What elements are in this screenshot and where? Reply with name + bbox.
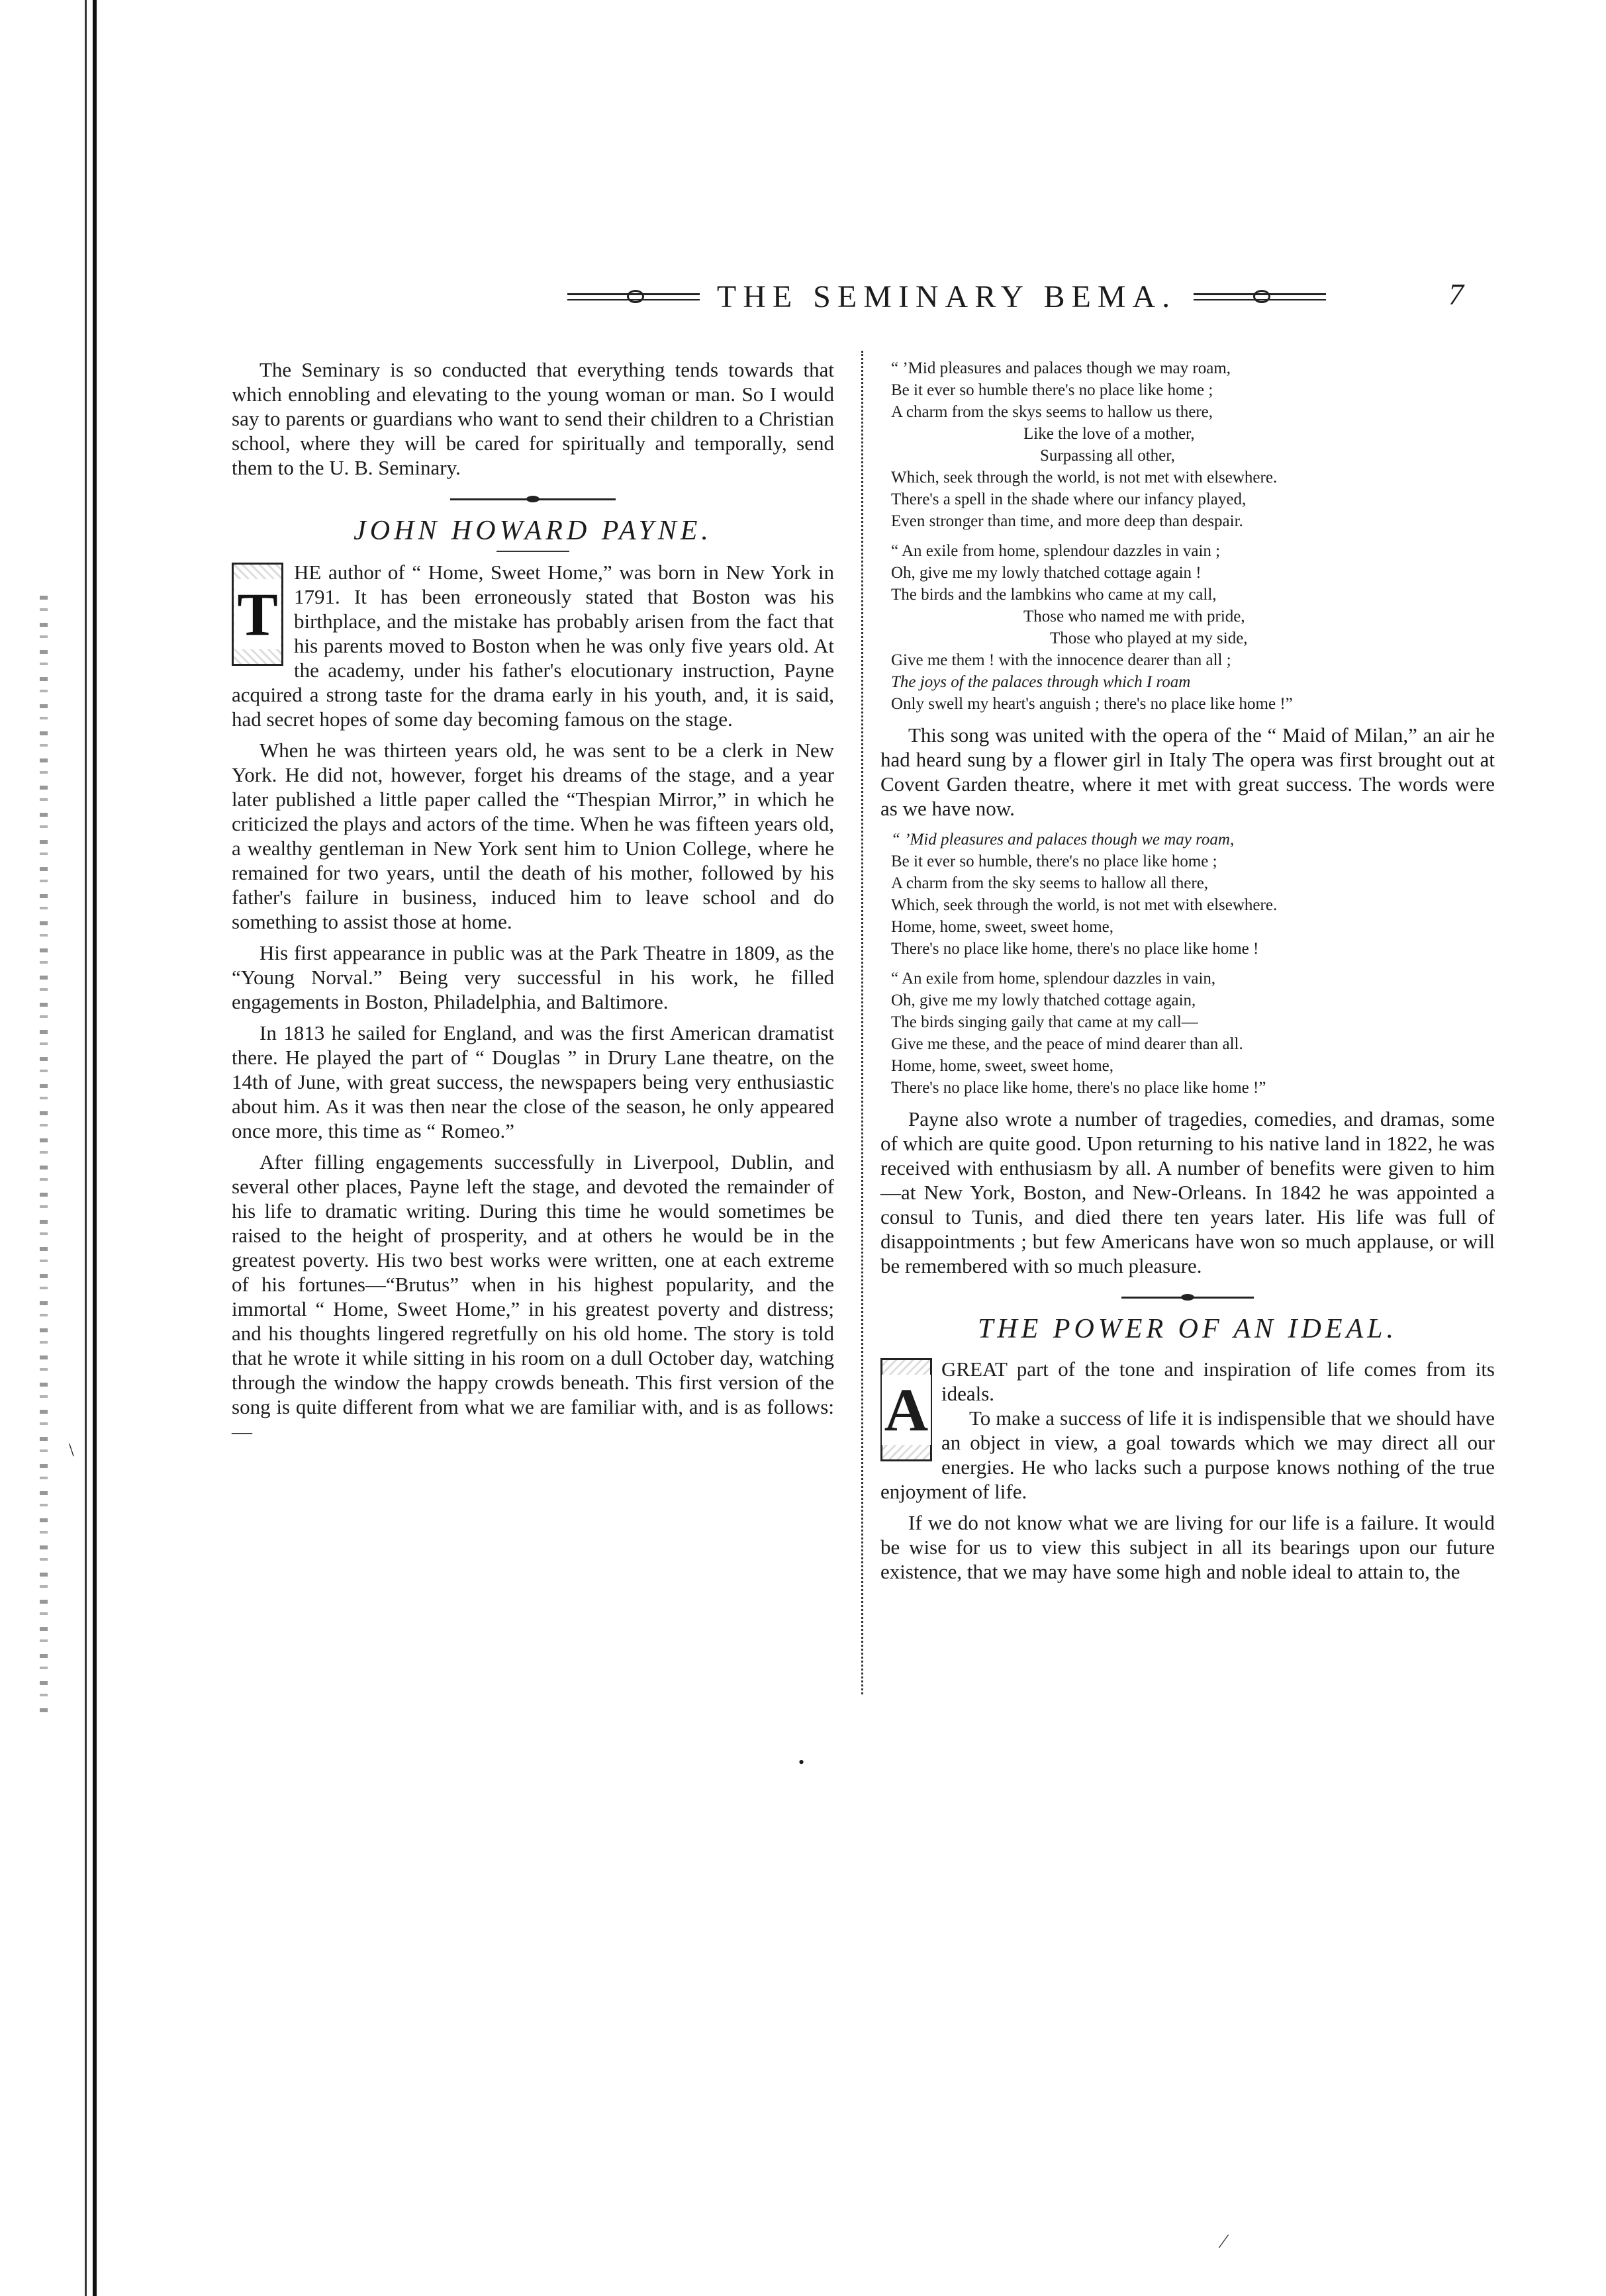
payne-article-body <box>232 560 834 1444</box>
poem-line: The birds and the lambkins who came at my call, <box>891 586 1217 604</box>
poem-line: Those who named me with pride, <box>1023 608 1245 625</box>
poem-first-version-stanza-2 <box>891 540 1495 715</box>
payne-paragraph-4: In 1813 he sailed for England, and was the first American dramatist there. He played the part of “ Douglas ” in Drury Lane theatre, on the 14th of June, with great success, the newspapers being very enthusiastic about him. As it was then near the close of the season, he only appeared once more, this time as “ Romeo.” <box>232 1021 834 1142</box>
poem-line: Which, seek through the world, is not met with elsewhere. <box>891 896 1278 914</box>
poem-line: “ An exile from home, splendour dazzles in vain, <box>891 970 1216 987</box>
article-title-ideal: THE POWER OF AN IDEAL. <box>977 1314 1397 1344</box>
ideal-article-body <box>880 1357 1495 1584</box>
poem-line: Home, home, sweet, sweet home, <box>891 918 1114 936</box>
poem-line: A charm from the sky seems to hallow all there, <box>891 874 1209 892</box>
ideal-paragraph-1: GREAT part of the tone and inspiration of life comes from its ideals. <box>941 1357 1495 1405</box>
poem-line: Give me them ! with the innocence dearer than all ; <box>891 651 1231 669</box>
poem-line: Which, seek through the world, is not met with elsewhere. <box>891 469 1278 486</box>
ideal-paragraph-2: To make a success of life it is indispensible that we should have an object in view, a goal towards which we may direct all our energies. He who lacks such a purpose knows nothing of the true enjoyment of life. <box>880 1406 1495 1503</box>
payne-paragraph-1: HE author of “ Home, Sweet Home,” was born in New York in 1791. It has been erroneously stated that Boston was his birthplace, and the mistake has probably arisen from the fact that his parents moved to Boston when he was only five years old. At the academy, under his father's elocutionary instruction, Payne acquired a strong taste for the drama early in his youth, and, it is said, had secret hopes of some day becoming famous on the stage. <box>232 561 834 731</box>
payne-paragraph-3: His first appearance in public was at the Park Theatre in 1809, as the “Young Norval.” Being very successful in his work, he filled engagements in Boston, Philadelphia, and Baltimore. <box>232 941 834 1013</box>
poem-line: There's no place like home, there's no place like home !” <box>891 1079 1266 1097</box>
poem-line: Even stronger than time, and more deep than despair. <box>891 512 1243 530</box>
poem-line: Oh, give me my lowly thatched cottage again, <box>891 991 1196 1009</box>
poem-line: Those who played at my side, <box>1050 629 1248 647</box>
header-flourish-right <box>1194 293 1326 300</box>
margin-mark: \ <box>69 1440 74 1461</box>
poem-line: A charm from the skys seems to hallow us there, <box>891 403 1213 421</box>
page-number: 7 <box>1448 277 1464 311</box>
poem-line: The joys of the palaces through which I roam <box>891 673 1191 691</box>
maid-of-milan-paragraph: This song was united with the opera of the “ Maid of Milan,” an air he had heard sung by a flower girl in Italy The opera was first brought out at Covent Garden theatre, where it met with great success. The words were as we have now. <box>880 723 1495 820</box>
page-header <box>450 277 1443 316</box>
left-column <box>232 357 834 1444</box>
page-edge-shadow <box>85 0 87 2296</box>
poem-line: Home, home, sweet, sweet home, <box>891 1057 1114 1075</box>
scan-noise <box>40 596 48 1721</box>
ornamental-drop-cap: A <box>880 1358 932 1461</box>
poem-line: Only swell my heart's anguish ; there's no place like home !” <box>891 695 1293 713</box>
ornamental-drop-cap: T <box>232 563 283 666</box>
poem-line: Give me these, and the peace of mind dearer than all. <box>891 1035 1243 1053</box>
ideal-paragraph-3: If we do not know what we are living for our life is a failure. It would be wise for us to view this subject in all its bearings upon our future existence, that we may have some high and noble ideal to attain to, the <box>880 1511 1495 1583</box>
poem-current-version-stanza-1 <box>891 829 1495 960</box>
article-title-payne: JOHN HOWARD PAYNE. <box>354 516 712 546</box>
poem-line: There's no place like home, there's no place like home ! <box>891 940 1259 958</box>
payne-closing-paragraph: Payne also wrote a number of tragedies, comedies, and dramas, some of which are quite good. Upon returning to his native land in 1822, he was received with enthusiasm by all. A number of benefits were given to him—at New York, Boston, and New-Orleans. In 1842 he was appointed a consul to Tunis, and died there ten years later. His life was full of disappointments ; but few Americans have won so much applause, or will be remembered with so much pleasure. <box>880 1107 1495 1277</box>
poem-line: Surpassing all other, <box>1040 447 1175 465</box>
publication-title: THE SEMINARY BEMA. <box>716 279 1177 314</box>
header-flourish-left <box>567 293 700 300</box>
poem-line: Like the love of a mother, <box>1023 425 1195 443</box>
poem-first-version-stanza-1 <box>891 357 1495 532</box>
poem-line: “ An exile from home, splendour dazzles in vain ; <box>891 542 1221 560</box>
payne-paragraph-2: When he was thirteen years old, he was sent to be a clerk in New York. He did not, however, forget his dreams of the stage, and a year later published a little paper called the “Thespian Mirror,” in which he criticized the plays and actors of the time. When he was fifteen years old, a wealthy gentleman in New York sent him to Union College, where he remained for two years, until the death of his mother, followed by his father's failure in business, induced him to leave school and do something to assist those at home. <box>232 739 834 933</box>
poem-line: There's a spell in the shade where our infancy played, <box>891 490 1247 508</box>
printer-mark: • <box>798 1753 805 1772</box>
poem-line: Be it ever so humble there's no place like home ; <box>891 381 1213 399</box>
poem-line: “ ’Mid pleasures and palaces though we may roam, <box>891 359 1231 377</box>
poem-line: The birds singing gaily that came at my call— <box>891 1013 1198 1031</box>
pencil-mark: ⁄ <box>1222 2230 1226 2252</box>
poem-line: “ ’Mid pleasures and palaces though we may roam, <box>891 831 1235 849</box>
page-edge-binding <box>93 0 97 2296</box>
poem-current-version-stanza-2 <box>891 968 1495 1099</box>
seminary-paragraph: The Seminary is so conducted that everything tends towards that which ennobling and elevating to the young woman or man. So I would say to parents or guardians who want to send their children to a Christian school, where they will be cared for spiritually and temporally, send them to the U. B. Seminary. <box>232 358 834 479</box>
section-divider <box>450 498 616 500</box>
title-underline <box>496 551 569 552</box>
column-divider <box>861 351 863 1694</box>
right-column <box>880 357 1495 1584</box>
payne-paragraph-5: After filling engagements successfully in Liverpool, Dublin, and several other places, Payne left the stage, and devoted the remainder of his life to dramatic writing. During this time he would sometimes be raised to the height of prosperity, and at others he would be in the greatest poverty. His two best works were written, one at each extreme of his fortunes—“Brutus” when in his highest popularity, and the immortal “ Home, Sweet Home,” in his greatest poverty and distress; and his thoughts lingered regretfully on his old home. The story is told that he wrote it while sitting in his room on a dull October day, watching through the window the happy crowds beneath. This first version of the song is quite different from what we are familiar with, and is as follows:— <box>232 1150 834 1443</box>
section-divider <box>1121 1297 1254 1299</box>
poem-line: Oh, give me my lowly thatched cottage again ! <box>891 564 1202 582</box>
poem-line: Be it ever so humble, there's no place like home ; <box>891 852 1217 870</box>
